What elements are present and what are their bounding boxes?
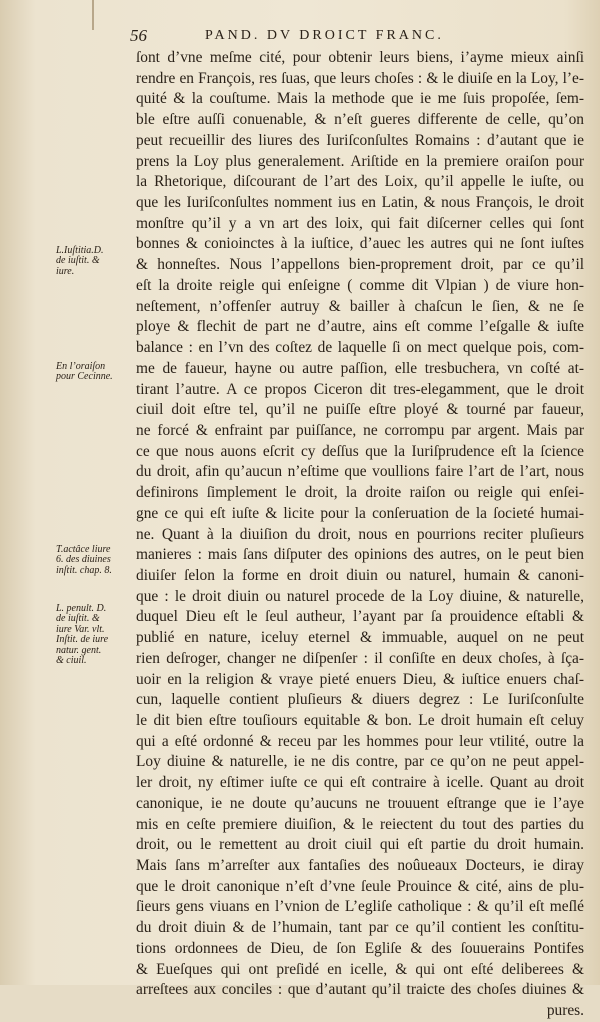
text-line: ler droit, ny eſtimer iuſte ce qui eſt contraire à icelle. Quant au droit [136,774,584,792]
text-line: publié en nature, iceluy eternel & immuable, auquel on ne peut [136,629,584,647]
text-line: balance : en l’vn des coſtez de laquelle ſi on mect quelque pois, com- [136,339,584,357]
margin-note [56,545,136,576]
margin-note-line: de iuſtit. & [56,255,100,267]
text-line: droit, ou le remettent au droit ciuil qui eſt partie du droit humain. [136,836,584,854]
margin-note-line: & ciuil. [56,655,87,667]
margin-note-line: L. penult. D. [56,603,107,614]
text-line: rendre en François, res ſuas, que leurs choſes : & le diuiſe en la Loy, l’e- [136,69,584,87]
margin-note-line: iure. [56,265,75,277]
margin-note-line: Inſtit. de iure [56,634,109,646]
text-line: rien deſroger, changer ne diſpenſer : il conſiſte en deux choſes, à ſça- [136,649,584,667]
text-line: manieres : mais ſans diſputer des opinions des autres, on le peut bien [136,546,584,564]
text-line: la Rhetorique, diſcourant de l’art des Loix, qu’il appelle le iuſte, ou [136,173,584,191]
text-line: arreſtees aux conciles : que d’autant qu’il traicte des choſes diuines & [136,981,584,999]
text-line: Mais ſans m’arreſter aux fantaſies des noûueaux Docteurs, ie diray [136,857,584,875]
page-edge-mark [92,0,94,30]
text-line: & Eueſques qui ont preſidé en icelle, & qui ont eſté deliberees & [136,960,584,978]
text-line: neſtement, n’offenſer autruy & bailler à chaſcun le ſien, & ne ſe [136,297,584,315]
text-line: que le droit canonique n’eſt d’vne ſeule Prouince & cité, ains de plu- [136,877,584,895]
page-header [120,26,560,48]
margin-note-line: T.actâce liure [56,544,111,555]
margin-note [56,246,136,277]
body-text [136,48,584,1022]
text-line: ſont d’vne meſme cité, pour obtenir leurs biens, i’ayme mieux ainſi [136,49,584,66]
margin-note-line: pour Cecinne. [56,371,113,383]
text-line: definirons ſimplement le droit, la droite raiſon ou reigle qui enſei- [136,484,584,502]
text-line: tions ordonnees de Dieu, de ſon Egliſe & des ſouuerains Pontifes [136,939,584,957]
text-line: eſt la droite reigle qui enſeigne ( comme dit Vlpian ) de viure hon- [136,276,584,294]
margin-note [56,362,136,383]
text-line: ploye & flechit de part ne d’autre, ains eſt comme l’eſgalle & iuſte [136,318,584,336]
text-line: monſtre qu’il y a vn art des loix, qui fait diſcerner celles qui ſont [136,214,584,232]
text-line: gne ce qui eſt iuſte & licite pour la conſeruation de la ſocieté humai- [136,504,584,522]
text-line: & honneſtes. Nous l’appellons bien-proprement droit, par ce qu’il [136,256,584,274]
margin-note-line: iure Var. vlt. [56,623,105,635]
margin-note-line: inſtit. chap. 8. [56,564,112,576]
text-line: que les Iuriſconſultes nomment ius en Latin, & nous François, le droit [136,194,584,212]
text-line: du droit, afin qu’aucun n’eſtime que voullions faire l’art de l’art, nous [136,463,584,481]
text-line: duquel Dieu eſt le ſeul autheur, l’ayant par ſa prouidence eſtabli & [136,608,584,626]
text-line: uoir en la religion & vraye pieté enuers Dieu, & iuſtice enuers chaſ- [136,670,584,688]
text-line: le dit bien eſtre touſiours equitable & bon. Le droit humain eſt celuy [136,712,584,729]
running-head: PAND. DV DROICT FRANC. [205,28,444,43]
text-line: Loy diuine & naturelle, ie ne dis contre, par ce qu’on ne peut appel- [136,753,584,771]
margin-note-line: En l’oraiſon [56,361,106,372]
text-line: cun, laquelle contient pluſieurs & diuers degrez : Le Iuriſconſulte [136,691,584,709]
text-line: qui a eſté ordonné & receu par les hommes pour leur vtilité, outre la [136,732,584,750]
text-line: du droit diuin & de l’humain, tant par ce qu’il contient les conſtitu- [136,919,584,937]
text-line: quité & la couſtume. Mais la methode que ie me ſuis propoſée, ſem- [136,90,584,108]
page-number: 56 [130,26,147,45]
text-line: tirant l’autre. A ce propos Ciceron dit tres-elegamment, que le droit [136,380,584,398]
text-line: ſieurs gens viuans en l’vnion de L’egliſe catholique : & qu’il eſt meſlé [136,898,584,916]
text-line: ciuil doit eſtre tel, qu’il ne puiſſe eſtre ployé & tourné par faueur, [136,401,584,419]
text-line: ne forcé & enfraint par puiſſance, ne corrompu par argent. Mais par [136,421,584,439]
margin-note-line: de iuſtit. & [56,613,100,625]
text-line: prens la Loy plus generalement. Ariſtide en la premiere oraiſon pour [136,152,584,170]
margin-note-line: L.Iuſtitia.D. [56,245,104,256]
text-line: que : le droit diuin ou naturel procede de la Loy diuine, & naturelle, [136,587,584,605]
text-line: mis en ceſte premiere diuiſion, & le reiectent du tout des parties du [136,815,584,833]
margin-note [56,604,136,666]
text-line: ne. Quant à la diuiſion du droit, nous en pourrions reciter pluſieurs [136,525,584,543]
text-line: ble eſtre auſſi conuenable, & n’eſt gueres differente de celle, qu’on [136,111,584,129]
text-line: me de faueur, hayne ou autre paſſion, elle tresbuchera, vn coſté at- [136,359,584,377]
text-line: canonique, ie ne doute qu’aucuns ne trouuent eſtrange que ie l’aye [136,794,584,812]
margin-note-line: 6. des diuines [56,554,111,566]
text-line: peut recueillir des liures des Iuriſconſultes Romains : d’autant que ie [136,131,584,149]
text-line: bonnes & conioinctes à la iuſtice, d’auec les autres qui ne ſont iuſtes [136,235,584,253]
margin-note-line: natur. gent. [56,644,102,656]
text-line: diuiſer ſelon la forme en droit diuin ou naturel, humain & canoni- [136,566,584,584]
text-line: pures. [546,1002,584,1020]
text-line: ce que nous auons eſcrit cy deſſus que la Iuriſprudence eſt la ſcience [136,442,584,460]
